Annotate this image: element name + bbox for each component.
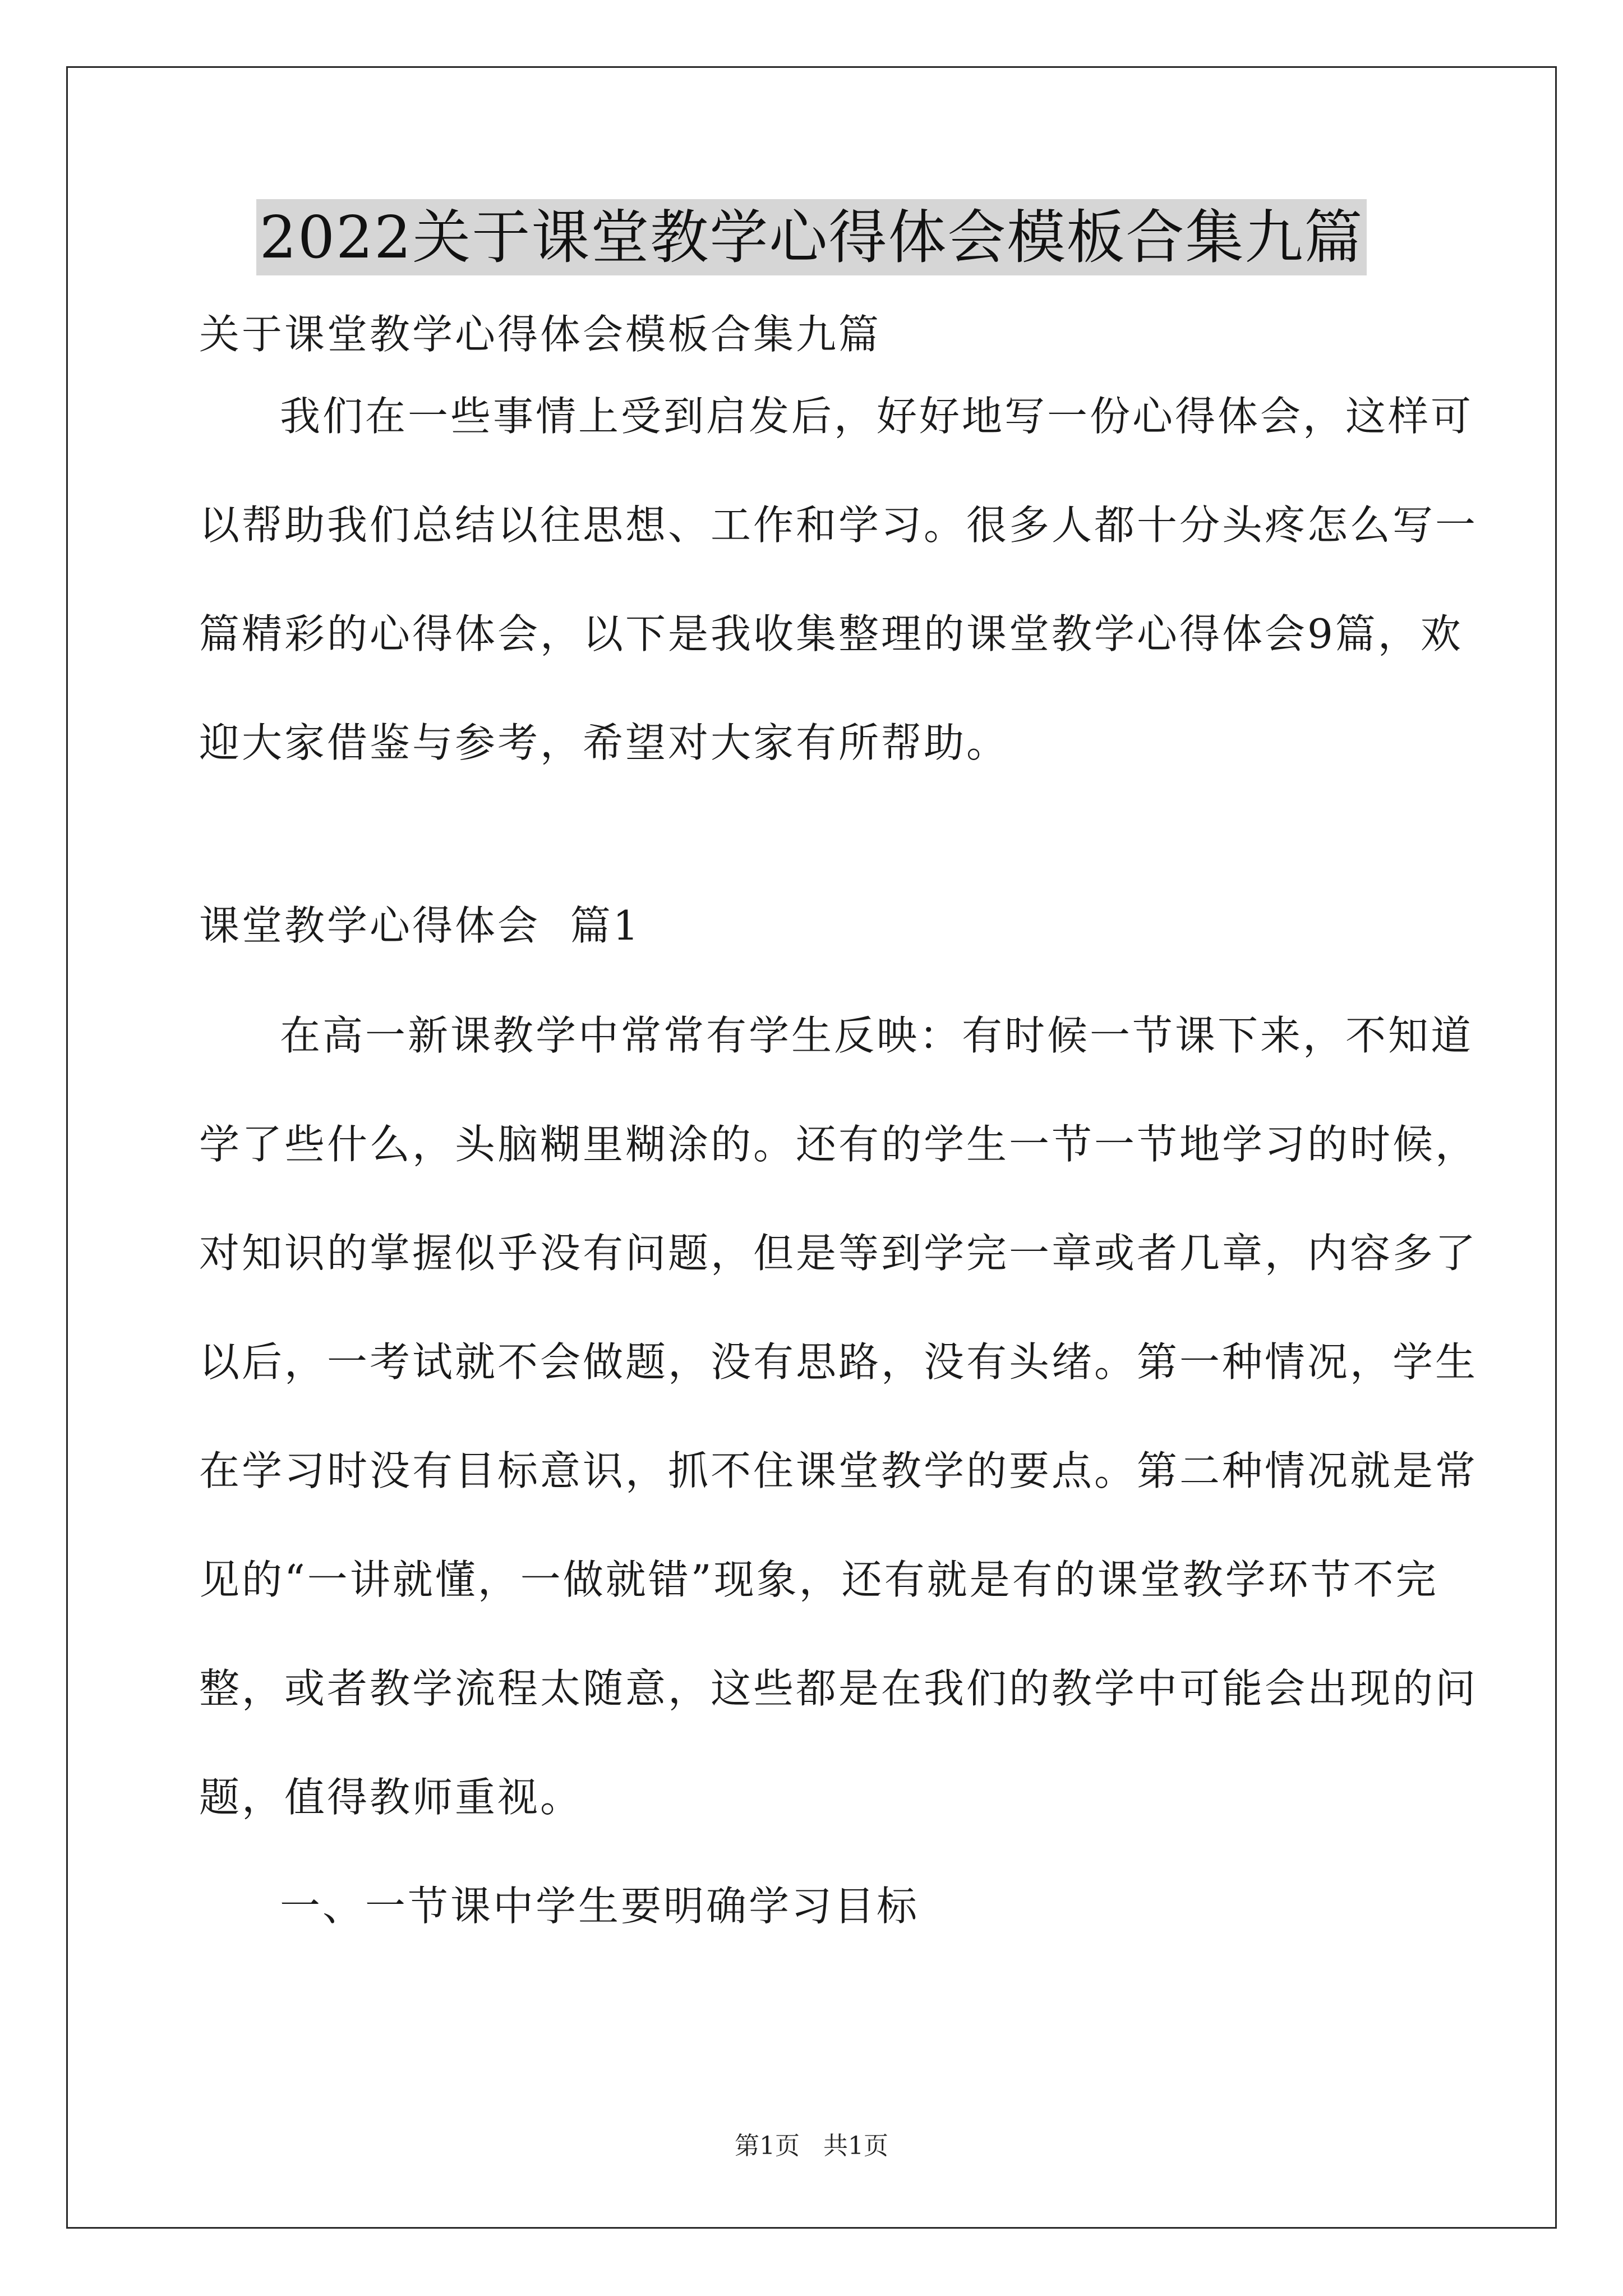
body-line: 对知识的掌握似乎没有问题，但是等到学完一章或者几章，内容多了	[199, 1230, 1478, 1277]
body-paragraph	[199, 1009, 1478, 1824]
body-line: 学了些什么，头脑糊里糊涂的。还有的学生一节一节地学习的时候，	[199, 1121, 1478, 1168]
body-line: 题，值得教师重视。	[199, 1774, 583, 1821]
document-subtitle: 关于课堂教学心得体会模板合集九篇	[199, 311, 882, 358]
body-line: 在高一新课教学中常常有学生反映：有时候一节课下来，不知道	[280, 1012, 1474, 1059]
document-body	[199, 307, 1478, 1933]
intro-line: 以帮助我们总结以往思想、工作和学习。很多人都十分头疼怎么写一	[199, 501, 1478, 549]
page-footer: 第1页 共1页	[735, 2132, 888, 2160]
body-line: 以后，一考试就不会做题，没有思路，没有头绪。第一种情况，学生	[199, 1338, 1478, 1386]
title-container	[0, 199, 1623, 275]
body-line: 整，或者教学流程太随意，这些都是在我们的教学中可能会出现的问	[199, 1665, 1478, 1712]
intro-line: 我们在一些事情上受到启发后，好好地写一份心得体会，这样可	[280, 393, 1474, 440]
intro-paragraph	[199, 389, 1478, 770]
intro-line: 篇精彩的心得体会，以下是我收集整理的课堂教学心得体会9篇，欢	[199, 610, 1463, 657]
document-title: 2022关于课堂教学心得体会模板合集九篇	[256, 199, 1367, 275]
section-heading: 课堂教学心得体会 篇1	[199, 902, 641, 949]
point-heading: 一、一节课中学生要明确学习目标	[280, 1883, 920, 1930]
body-line: 见的“一讲就懂，一做就错”现象，还有就是有的课堂教学环节不完	[199, 1556, 1438, 1603]
body-line: 在学习时没有目标意识，抓不住课堂教学的要点。第二种情况就是常	[199, 1447, 1478, 1494]
intro-line: 迎大家借鉴与参考，希望对大家有所帮助。	[199, 719, 1009, 766]
